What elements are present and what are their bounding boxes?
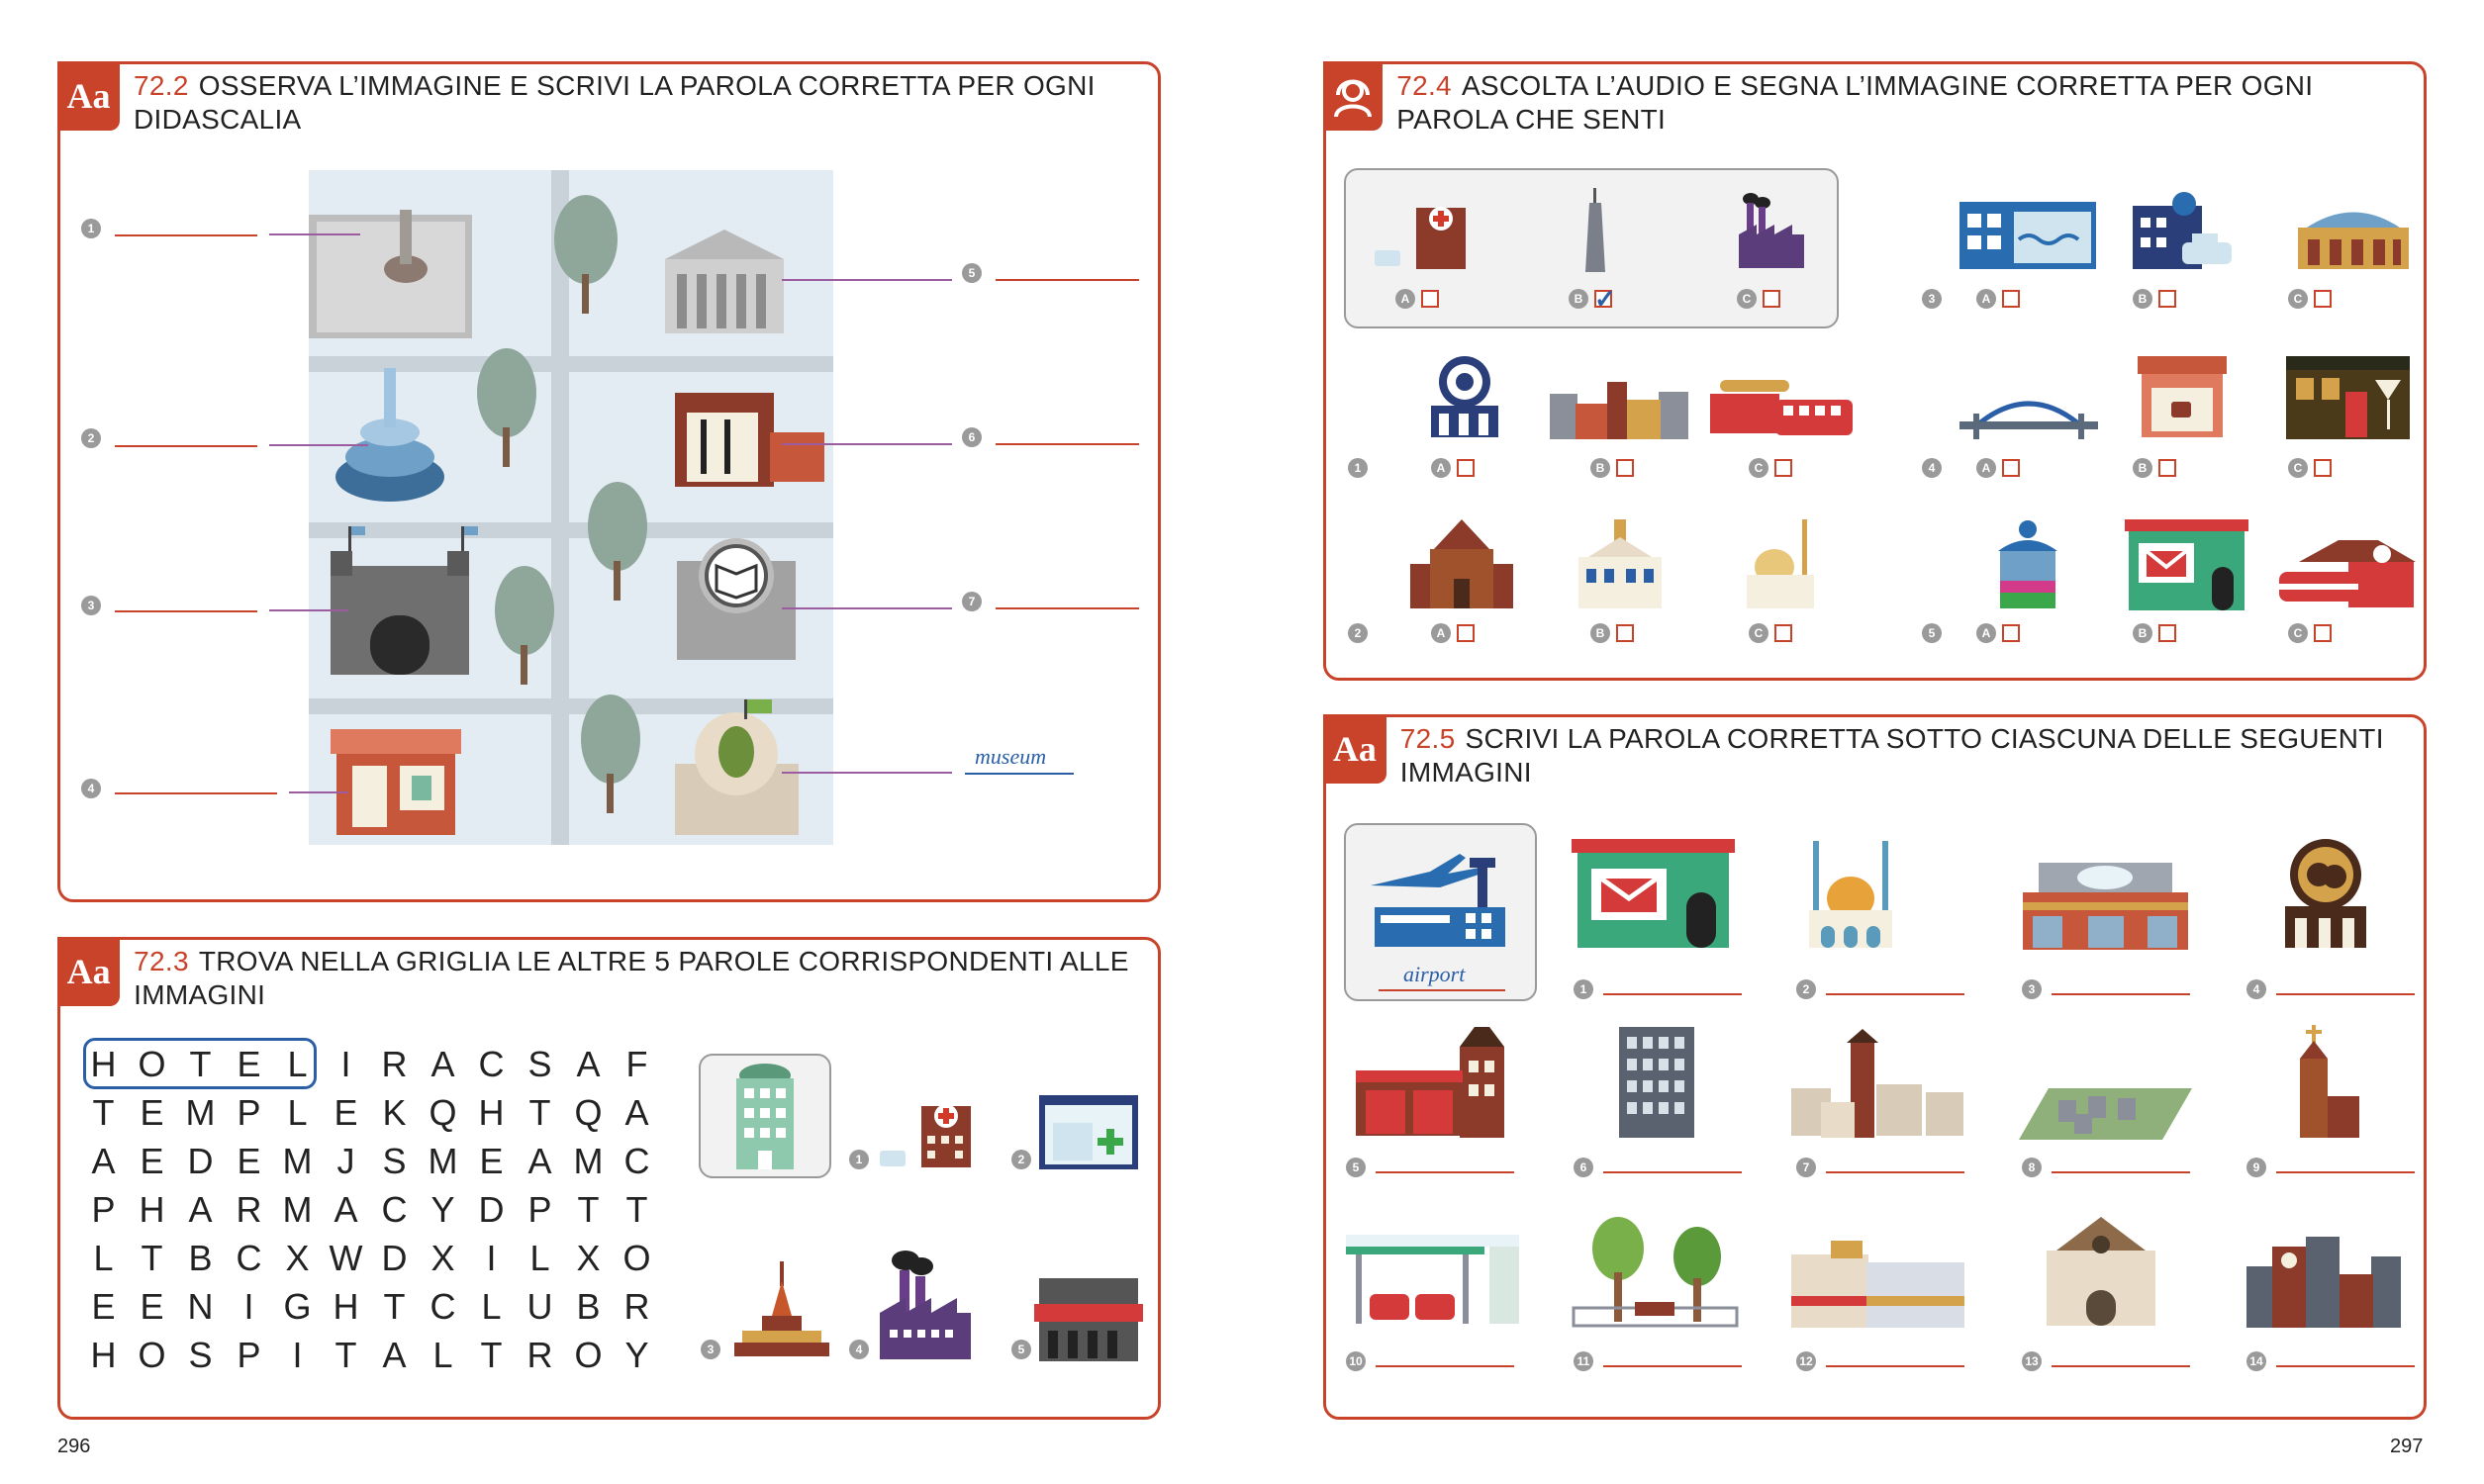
- item-number: 6: [962, 427, 982, 447]
- grid-letter[interactable]: Y: [624, 1335, 649, 1375]
- answer-checkbox[interactable]: [1594, 284, 1616, 314]
- option-a[interactable]: [1395, 289, 1439, 309]
- grid-letter[interactable]: E: [140, 1286, 164, 1327]
- post-office-icon: [1572, 839, 1735, 950]
- option-a[interactable]: [1976, 623, 2020, 643]
- grid-letter[interactable]: D: [478, 1189, 505, 1230]
- answer-line[interactable]: [1376, 1365, 1514, 1367]
- grid-letter[interactable]: P: [91, 1189, 116, 1230]
- option-a[interactable]: [1976, 458, 2020, 478]
- answer-checkbox[interactable]: [2314, 624, 2332, 642]
- grid-letter[interactable]: E: [334, 1092, 358, 1133]
- option-letter: C: [1749, 623, 1768, 643]
- church-icon: [1410, 519, 1514, 610]
- answer-line[interactable]: [1603, 993, 1742, 995]
- answer-line[interactable]: [115, 445, 257, 447]
- exercise-title: [1400, 722, 2424, 789]
- grid-letter[interactable]: T: [480, 1335, 503, 1375]
- answer-line[interactable]: [115, 610, 257, 612]
- answer-checkbox[interactable]: [1616, 624, 1634, 642]
- item-number: 1: [81, 219, 101, 238]
- theatre-icon: [2281, 839, 2370, 950]
- answer-checkbox[interactable]: [2002, 290, 2020, 308]
- option-letter: B: [1590, 458, 1610, 478]
- item-number: 3: [2022, 979, 2042, 999]
- grid-letter[interactable]: A: [576, 1044, 601, 1084]
- airport-icon: [1371, 846, 1509, 955]
- answer-checkbox[interactable]: [1763, 290, 1780, 308]
- grid-letter[interactable]: C: [236, 1238, 262, 1278]
- petrol-station-icon: [1346, 1235, 1519, 1326]
- grid-letter[interactable]: H: [90, 1044, 117, 1084]
- answer-checkbox[interactable]: [2002, 459, 2020, 477]
- grid-letter[interactable]: P: [237, 1092, 261, 1133]
- item-number: 1: [1348, 458, 1368, 478]
- answer-checkbox[interactable]: [2158, 290, 2176, 308]
- item-number: 7: [962, 592, 982, 611]
- hospital-icon: [876, 1096, 985, 1170]
- pointer-line: [782, 772, 952, 774]
- vocab-badge: Aa: [57, 937, 120, 1006]
- grid-letter[interactable]: N: [187, 1286, 214, 1327]
- option-letter: A: [1976, 623, 1996, 643]
- answer-checkbox[interactable]: [1421, 290, 1439, 308]
- grid-row: [79, 1189, 661, 1238]
- option-b[interactable]: [2133, 289, 2176, 309]
- item-number: 7: [1796, 1158, 1816, 1177]
- grid-letter[interactable]: Y: [430, 1189, 455, 1230]
- option-c[interactable]: [2288, 623, 2332, 643]
- grid-letter[interactable]: T: [141, 1238, 163, 1278]
- exercise-instruction: TROVA NELLA GRIGLIA LE ALTRE 5 PAROLE CORRISPONDENTI ALLE IMMAGINI: [134, 946, 1129, 1010]
- bridge-icon: [1959, 394, 2098, 439]
- grid-letter[interactable]: A: [527, 1141, 552, 1181]
- exercise-instruction: ASCOLTA L’AUDIO E SEGNA L’IMMAGINE CORRETTA PER OGNI PAROLA CHE SENTI: [1396, 70, 2314, 135]
- page-number-left: 296: [57, 1436, 91, 1457]
- grid-letter[interactable]: P: [527, 1189, 552, 1230]
- exercise-title: [134, 69, 1158, 137]
- grid-letter[interactable]: I: [292, 1335, 303, 1375]
- grid-letter[interactable]: E: [479, 1141, 504, 1181]
- grid-letter[interactable]: R: [623, 1286, 650, 1327]
- train-station-icon: [2279, 540, 2418, 609]
- city-skyline-icon: [2246, 1227, 2415, 1328]
- answer-checkbox[interactable]: [2158, 459, 2176, 477]
- item-number: 5: [1346, 1158, 1366, 1177]
- option-letter: B: [2133, 623, 2152, 643]
- grid-letter[interactable]: G: [283, 1286, 312, 1327]
- option-letter: C: [2288, 623, 2308, 643]
- grid-letter[interactable]: A: [334, 1189, 358, 1230]
- hotel-icon: [732, 1064, 798, 1172]
- answer-line[interactable]: [115, 792, 277, 794]
- item-number: 8: [2022, 1158, 2042, 1177]
- option-letter: A: [1431, 458, 1451, 478]
- grid-letter[interactable]: L: [287, 1044, 308, 1084]
- answer-checkbox[interactable]: [2002, 624, 2020, 642]
- police-station-icon: [2133, 188, 2237, 272]
- option-letter: C: [1737, 289, 1757, 309]
- answer-line[interactable]: [996, 443, 1139, 445]
- option-letter: B: [1590, 623, 1610, 643]
- answer-line[interactable]: [2052, 993, 2190, 995]
- mosque-icon: [1801, 841, 1900, 950]
- item-number: 2: [81, 428, 101, 448]
- grid-letter[interactable]: R: [526, 1335, 553, 1375]
- option-b[interactable]: [1590, 623, 1634, 643]
- grid-row: [79, 1044, 661, 1092]
- grid-letter[interactable]: T: [383, 1286, 406, 1327]
- shops-icon: [1791, 1241, 1964, 1328]
- item-number: 2: [1011, 1150, 1031, 1169]
- option-letter: B: [2133, 458, 2152, 478]
- answer-line[interactable]: [996, 607, 1139, 609]
- grid-letter[interactable]: T: [92, 1092, 115, 1133]
- town-hall-icon: [1569, 519, 1672, 610]
- park-icon: [1574, 1213, 1737, 1328]
- grid-letter[interactable]: I: [486, 1238, 497, 1278]
- cafe-icon: [2138, 356, 2227, 439]
- option-letter: C: [2288, 458, 2308, 478]
- check-mark-icon: ✓: [1594, 284, 1616, 314]
- courthouse-icon: [2037, 1217, 2165, 1328]
- item-number: 5: [1922, 623, 1942, 643]
- grid-letter[interactable]: O: [138, 1335, 166, 1375]
- grid-letter[interactable]: H: [333, 1286, 359, 1327]
- grid-letter[interactable]: B: [188, 1238, 213, 1278]
- answer-checkbox[interactable]: [2314, 459, 2332, 477]
- grid-letter[interactable]: C: [478, 1044, 505, 1084]
- answer-line[interactable]: [2052, 1171, 2190, 1173]
- item-number: 12: [1796, 1351, 1816, 1371]
- grid-letter[interactable]: A: [188, 1189, 213, 1230]
- exercise-header: [1323, 714, 2424, 795]
- answer-line[interactable]: [1603, 1365, 1742, 1367]
- exercise-title: [1396, 69, 2424, 137]
- item-number: 2: [1348, 623, 1368, 643]
- vocab-badge: Aa: [57, 61, 120, 131]
- grid-letter[interactable]: Q: [574, 1092, 603, 1133]
- shopping-centre-icon: [2019, 863, 2192, 952]
- mosque-icon: [1737, 519, 1826, 610]
- grid-letter[interactable]: T: [577, 1189, 600, 1230]
- grid-letter[interactable]: U: [526, 1286, 553, 1327]
- option-a[interactable]: [1976, 289, 2020, 309]
- exercise-header: [57, 937, 1158, 1018]
- pointer-line: [782, 443, 952, 445]
- grid-letter[interactable]: L: [287, 1092, 308, 1133]
- grid-row: [79, 1141, 661, 1189]
- item-number: 6: [1574, 1158, 1593, 1177]
- grid-letter[interactable]: P: [237, 1335, 261, 1375]
- grid-letter[interactable]: J: [336, 1141, 355, 1181]
- item-number: 4: [81, 779, 101, 798]
- option-b[interactable]: [2133, 623, 2176, 643]
- grid-row: [79, 1335, 661, 1383]
- option-c[interactable]: [1749, 623, 1792, 643]
- grid-letter[interactable]: W: [329, 1238, 363, 1278]
- grid-letter[interactable]: S: [382, 1141, 407, 1181]
- answer-checkbox[interactable]: [2314, 290, 2332, 308]
- exercise-number: 72.3: [134, 946, 189, 976]
- temple-icon: [732, 1261, 831, 1360]
- answer-line[interactable]: [1376, 1171, 1514, 1173]
- grid-letter[interactable]: C: [381, 1189, 408, 1230]
- item-number: 1: [1574, 979, 1593, 999]
- ice-cream-shop-icon: [1994, 519, 2061, 610]
- bar-icon: [2286, 356, 2410, 439]
- item-number: 4: [2246, 979, 2266, 999]
- grid-letter[interactable]: E: [140, 1141, 164, 1181]
- village-icon: [1791, 1029, 1964, 1138]
- factory-icon: [876, 1249, 975, 1362]
- grid-letter[interactable]: D: [381, 1238, 408, 1278]
- grid-letter[interactable]: X: [576, 1238, 601, 1278]
- grid-row: [79, 1286, 661, 1335]
- pharmacy-icon: [1037, 1093, 1141, 1172]
- option-a[interactable]: [1431, 623, 1475, 643]
- pointer-line: [269, 444, 368, 446]
- word-search-grid[interactable]: [79, 1044, 661, 1383]
- option-letter: C: [1749, 458, 1768, 478]
- factory-icon: [1737, 193, 1806, 270]
- grid-letter[interactable]: R: [236, 1189, 262, 1230]
- grid-letter[interactable]: D: [187, 1141, 214, 1181]
- item-number: 9: [2246, 1158, 2266, 1177]
- grid-row: [79, 1092, 661, 1141]
- grid-letter[interactable]: H: [90, 1335, 117, 1375]
- grid-letter[interactable]: I: [243, 1286, 254, 1327]
- option-a[interactable]: [1431, 458, 1475, 478]
- answer-line[interactable]: [996, 279, 1139, 281]
- grid-letter[interactable]: T: [334, 1335, 357, 1375]
- option-letter: A: [1395, 289, 1415, 309]
- item-number: 13: [2022, 1351, 2042, 1371]
- item-number: 1: [849, 1150, 869, 1169]
- city-map-illustration: [309, 170, 833, 845]
- exercise-instruction: OSSERVA L’IMMAGINE E SCRIVI LA PAROLA CORRETTA PER OGNI DIDASCALIA: [134, 70, 1096, 135]
- exercise-number: 72.5: [1399, 723, 1456, 754]
- pointer-line: [289, 791, 348, 793]
- grid-letter[interactable]: H: [139, 1189, 165, 1230]
- option-b[interactable]: [2133, 458, 2176, 478]
- vocab-badge: Aa: [1323, 714, 1386, 784]
- option-c[interactable]: [1737, 289, 1780, 309]
- grid-letter[interactable]: M: [428, 1141, 458, 1181]
- grid-letter[interactable]: I: [340, 1044, 351, 1084]
- pointer-line: [782, 607, 952, 609]
- skyscraper-icon: [1583, 188, 1607, 272]
- exercise-instruction: SCRIVI LA PAROLA CORRETTA SOTTO CIASCUNA DELLE SEGUENTI IMMAGINI: [1399, 723, 2384, 788]
- option-letter: C: [2288, 289, 2308, 309]
- grid-letter[interactable]: L: [529, 1238, 550, 1278]
- swimming-pool-icon: [1959, 200, 2098, 271]
- exercise-number: 72.4: [1396, 70, 1452, 101]
- grid-letter[interactable]: S: [527, 1044, 552, 1084]
- option-c[interactable]: [2288, 458, 2332, 478]
- answer-line[interactable]: [2276, 993, 2415, 995]
- grid-letter[interactable]: X: [430, 1238, 455, 1278]
- grid-letter[interactable]: X: [285, 1238, 310, 1278]
- grid-letter[interactable]: A: [91, 1141, 116, 1181]
- grid-letter[interactable]: L: [432, 1335, 453, 1375]
- town-icon: [1550, 374, 1690, 439]
- exercise-title: [134, 945, 1158, 1012]
- fire-station-icon: [1356, 1027, 1514, 1138]
- example-answer: airport: [1403, 962, 1466, 986]
- exercise-header: [1323, 61, 2424, 142]
- item-number: 2: [1796, 979, 1816, 999]
- option-letter: B: [2133, 289, 2152, 309]
- answer-checkbox[interactable]: [1774, 624, 1792, 642]
- option-letter: A: [1431, 623, 1451, 643]
- office-building-icon: [1619, 1027, 1694, 1138]
- item-number: 14: [2246, 1351, 2266, 1371]
- answer-line[interactable]: [1826, 1365, 1964, 1367]
- answer-checkbox[interactable]: [1457, 459, 1475, 477]
- grid-letter[interactable]: T: [189, 1044, 212, 1084]
- stadium-icon: [2294, 200, 2413, 271]
- example-answer: museum: [975, 744, 1047, 769]
- grid-letter[interactable]: A: [624, 1092, 649, 1133]
- item-number: 4: [1922, 458, 1942, 478]
- answer-line[interactable]: [2276, 1171, 2415, 1173]
- answer-line[interactable]: [1826, 1171, 1964, 1173]
- grid-letter[interactable]: M: [282, 1141, 313, 1181]
- grid-letter[interactable]: E: [237, 1044, 261, 1084]
- answer-line[interactable]: [1603, 1171, 1742, 1173]
- grid-letter[interactable]: M: [282, 1189, 313, 1230]
- answer-checkbox[interactable]: [2158, 624, 2176, 642]
- cemetery-icon: [2019, 1088, 2192, 1140]
- grid-letter[interactable]: E: [140, 1092, 164, 1133]
- grid-letter[interactable]: M: [573, 1141, 604, 1181]
- answer-checkbox[interactable]: [1616, 459, 1634, 477]
- item-number: 11: [1574, 1351, 1593, 1371]
- chapel-icon: [2286, 1025, 2360, 1140]
- option-letter: B: [1569, 289, 1588, 309]
- grid-letter[interactable]: B: [576, 1286, 601, 1327]
- item-number: 3: [701, 1340, 720, 1359]
- answer-checkbox[interactable]: [1457, 624, 1475, 642]
- grid-letter[interactable]: E: [237, 1141, 261, 1181]
- item-number: 10: [1346, 1351, 1366, 1371]
- answer-line[interactable]: [2052, 1365, 2190, 1367]
- grid-letter[interactable]: O: [622, 1238, 651, 1278]
- item-number: 4: [849, 1340, 869, 1359]
- grid-letter[interactable]: A: [382, 1335, 407, 1375]
- pointer-line: [269, 233, 360, 235]
- answer-line: [1379, 989, 1505, 991]
- answer-line[interactable]: [115, 234, 257, 236]
- grid-row: [79, 1238, 661, 1286]
- answer-line[interactable]: [1826, 993, 1964, 995]
- grid-letter[interactable]: O: [574, 1335, 603, 1375]
- answer-checkbox[interactable]: [1774, 459, 1792, 477]
- grid-letter[interactable]: K: [382, 1092, 407, 1133]
- page-number-right: 297: [2390, 1436, 2424, 1457]
- item-number: 3: [81, 596, 101, 615]
- post-office-icon: [2125, 519, 2248, 610]
- option-letter: A: [1976, 458, 1996, 478]
- grid-letter[interactable]: L: [93, 1238, 114, 1278]
- grid-letter[interactable]: S: [188, 1335, 213, 1375]
- cinema-icon: [1425, 356, 1504, 439]
- grid-letter[interactable]: A: [430, 1044, 455, 1084]
- grid-letter[interactable]: M: [185, 1092, 216, 1133]
- item-number: 5: [962, 263, 982, 283]
- grid-letter[interactable]: T: [528, 1092, 551, 1133]
- headphones-icon: [1323, 61, 1383, 131]
- item-number: 5: [1011, 1340, 1031, 1359]
- pointer-line: [269, 609, 348, 611]
- item-number: 3: [1922, 289, 1942, 309]
- option-c[interactable]: [2288, 289, 2332, 309]
- exercise-number: 72.2: [134, 70, 189, 101]
- grid-letter[interactable]: T: [625, 1189, 648, 1230]
- grid-letter[interactable]: Q: [429, 1092, 457, 1133]
- bus-station-icon: [1710, 380, 1854, 439]
- nightclub-icon: [1034, 1276, 1143, 1363]
- grid-letter[interactable]: H: [478, 1092, 505, 1133]
- grid-letter[interactable]: L: [481, 1286, 502, 1327]
- grid-letter[interactable]: C: [430, 1286, 456, 1327]
- option-b[interactable]: [1590, 458, 1634, 478]
- grid-letter[interactable]: R: [381, 1044, 408, 1084]
- grid-letter[interactable]: F: [625, 1044, 648, 1084]
- exercise-header: [57, 61, 1158, 142]
- grid-letter[interactable]: E: [91, 1286, 116, 1327]
- grid-letter[interactable]: O: [138, 1044, 166, 1084]
- answer-line: [965, 773, 1074, 775]
- answer-line[interactable]: [2276, 1365, 2415, 1367]
- option-c[interactable]: [1749, 458, 1792, 478]
- option-b[interactable]: [1569, 284, 1616, 314]
- pointer-line: [782, 279, 952, 281]
- grid-letter[interactable]: C: [623, 1141, 650, 1181]
- hospital-icon: [1371, 203, 1475, 272]
- option-letter: A: [1976, 289, 1996, 309]
